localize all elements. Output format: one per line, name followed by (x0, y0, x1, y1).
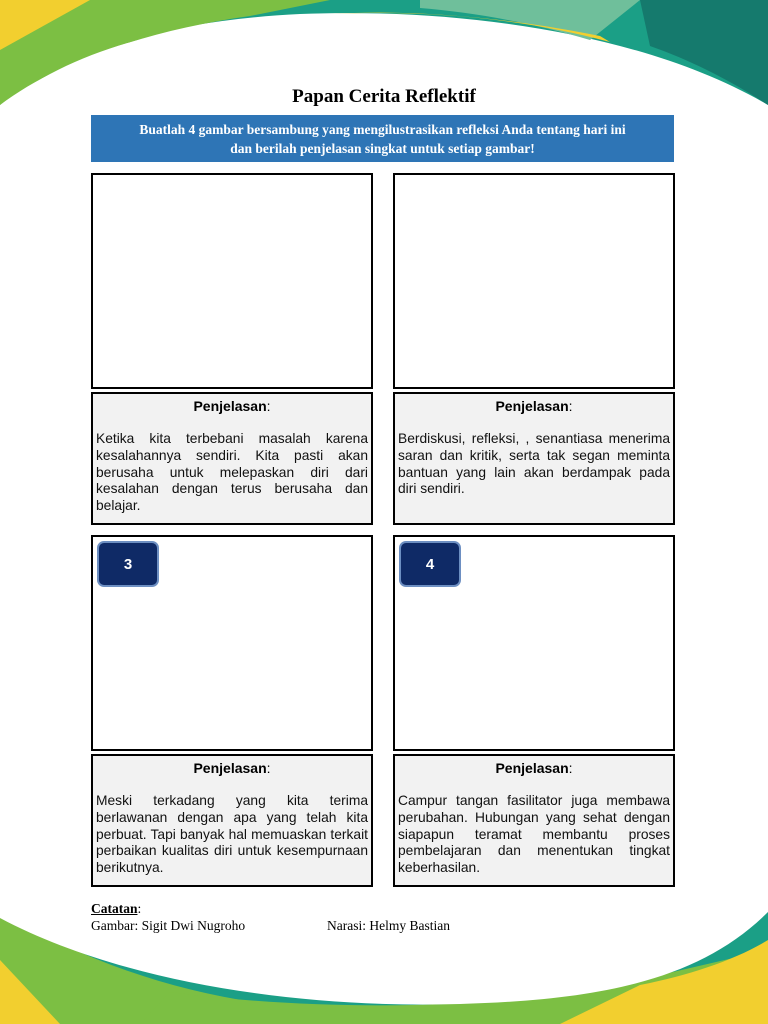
drawing-panel-3[interactable] (91, 535, 373, 751)
explanation-heading: Penjelasan: (193, 760, 271, 776)
instruction-banner (91, 115, 674, 162)
panel-number-badge: 4 (399, 541, 461, 587)
explanation-heading: Penjelasan: (193, 398, 271, 414)
notes-label: Catatan (91, 901, 138, 916)
explanation-box-4 (393, 754, 675, 887)
explanation-heading: Penjelasan: (495, 398, 573, 414)
drawing-panel-4[interactable] (393, 535, 675, 751)
explanation-text: Meski terkadang yang kita terima berlawanan dengan apa yang telah kita perbuat. Tapi banyak hal memuaskan terkait perbaikan kualitas diri untuk kesempurnaan berikutnya. (96, 793, 368, 876)
credits-row (91, 917, 591, 934)
notes-heading: Catatan: (91, 901, 142, 916)
drawing-panel-1[interactable] (91, 173, 373, 389)
explanation-label: Penjelasan (495, 760, 569, 776)
explanation-box-3 (91, 754, 373, 887)
drawing-panel-2[interactable] (393, 173, 675, 389)
credit-narasi: Narasi: Helmy Bastian (327, 918, 450, 933)
panel-number-badge: 3 (97, 541, 159, 587)
explanation-text: Campur tangan fasilitator juga membawa perubahan. Hubungan yang sehat dengan siapapun teramat membantu proses pembelajaran dan menentukan tingkat keberhasilan. (398, 793, 670, 876)
credit-gambar: Gambar: Sigit Dwi Nugroho (91, 918, 246, 933)
instruction-line-1: Buatlah 4 gambar bersambung yang mengilustrasikan refleksi Anda tentang hari ini (139, 121, 626, 137)
notes-section (91, 900, 591, 934)
explanation-heading: Penjelasan: (495, 760, 573, 776)
explanation-text: Berdiskusi, refleksi, , senantiasa menerima saran dan kritik, serta tak segan meminta bantuan yang lain akan berdampak pada diri sendiri. (398, 431, 670, 497)
page-title: Papan Cerita Reflektif (292, 86, 476, 107)
instruction-line-2: dan berilah penjelasan singkat untuk setiap gambar! (230, 140, 535, 156)
explanation-label: Penjelasan (495, 398, 569, 414)
explanation-text: Ketika kita terbebani masalah karena kesalahannya sendiri. Kita pasti akan berusaha untuk melepaskan diri dari kesalahan dengan terus berusaha dan belajar. (96, 431, 368, 514)
explanation-label: Penjelasan (193, 760, 267, 776)
explanation-box-2 (393, 392, 675, 525)
explanation-box-1 (91, 392, 373, 525)
explanation-label: Penjelasan (193, 398, 267, 414)
